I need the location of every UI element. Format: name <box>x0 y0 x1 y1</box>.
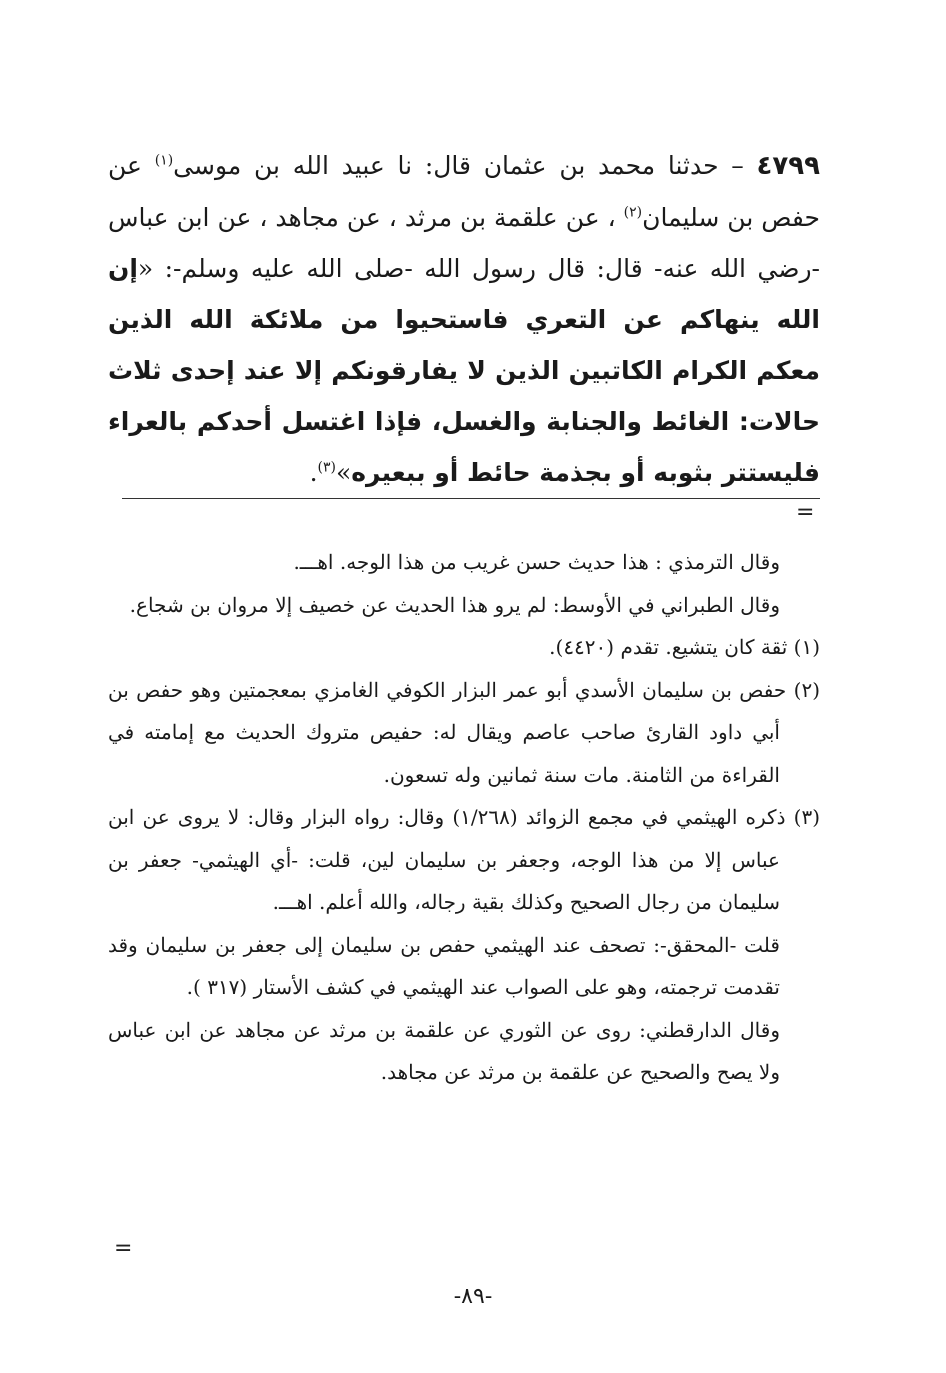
footnote-2: (٢) حفص بن سليمان الأسدي أبو عمر البزار الكوفي الغامزي بمعجمتين وهو حفص بن أبي داود القارئ صاحب عاصم ويقال له: حفيص متروك الحديث مع إمامته في القراءة من الثامنة. مات سنة ثمانين وله تسعون. <box>108 677 820 787</box>
footnote-1: (١) ثقة كان يتشيع. تقدم (٤٤٢٠). <box>549 635 820 659</box>
isnad-part-2: عن حفص بن سليمان <box>108 151 820 232</box>
footnote-ref-3[interactable]: (٣) <box>317 459 336 476</box>
footnote-ref-2[interactable]: (٢) <box>623 204 643 221</box>
note-daraqutni: وقال الدارقطني: روى عن الثوري عن علقمة بن مرثد عن مجاهد عن ابن عباس ولا يصح والصحيح عن علقمة بن مرثد عن مجاهد. <box>108 1017 780 1084</box>
hadith-end: . <box>309 458 318 487</box>
note-tabarani: وقال الطبراني في الأوسط: لم يرو هذا الحديث عن خصيف إلا مروان بن شجاع. <box>129 592 780 617</box>
footnote-ref-1[interactable]: (١) <box>154 152 174 169</box>
isnad-part-3: ، عن علقمة بن مرثد ، عن مجاهد ، عن ابن عباس -رضي الله عنه- قال: قال رسول الله -صلى الله عليه وسلم-: « <box>108 203 820 283</box>
continuation-mark-top: = <box>796 500 815 525</box>
hadith-matn: إن الله ينهاكم عن التعري فاستحيوا من ملائكة الله الذين معكم الكرام الكاتبين الذين لا يفارقونكم إلا عند إحدى ثلاث حالات: الغائط والجنابة والغسل، فإذا اغتسل أحدكم بالعراء فليستتر بثوبه أو بجذمة حائط أو ببعيره <box>108 254 820 487</box>
isnad-part-1: – حدثنا محمد بن عثمان قال: نا عبيد الله بن موسى <box>173 151 744 180</box>
note-tirmidhi: وقال الترمذي : هذا حديث حسن غريب من هذا الوجه. اهـــ. <box>293 550 780 574</box>
page-number: -٨٩- <box>453 1284 493 1309</box>
footnote-3: (٣) ذكره الهيثمي في مجمع الزوائد (١/٢٦٨) وقال: رواه البزار وقال: لا يروى عن ابن عباس إلا من هذا الوجه، وجعفر بن سليمان لين، قلت: -أي الهيثمي- جعفر بن سليمان من رجال الصحيح وكذلك بقية رجاله، والله أعلم. اهـــ. <box>108 805 820 914</box>
note-muhaqqiq: قلت -المحقق-: تصحف عند الهيثمي حفص بن سليمان إلى جعفر بن سليمان وقد تقدمت ترجمته، وهو على الصواب عند الهيثمي في كشف الأستار (٣١٧ ). <box>108 932 780 999</box>
footnote-divider <box>122 498 820 499</box>
close-quote: » <box>336 458 352 487</box>
footnotes <box>108 541 820 1094</box>
hadith-number: ٤٧٩٩ <box>756 151 821 181</box>
continuation-mark-bottom: = <box>114 1236 133 1261</box>
hadith-text <box>108 140 820 498</box>
